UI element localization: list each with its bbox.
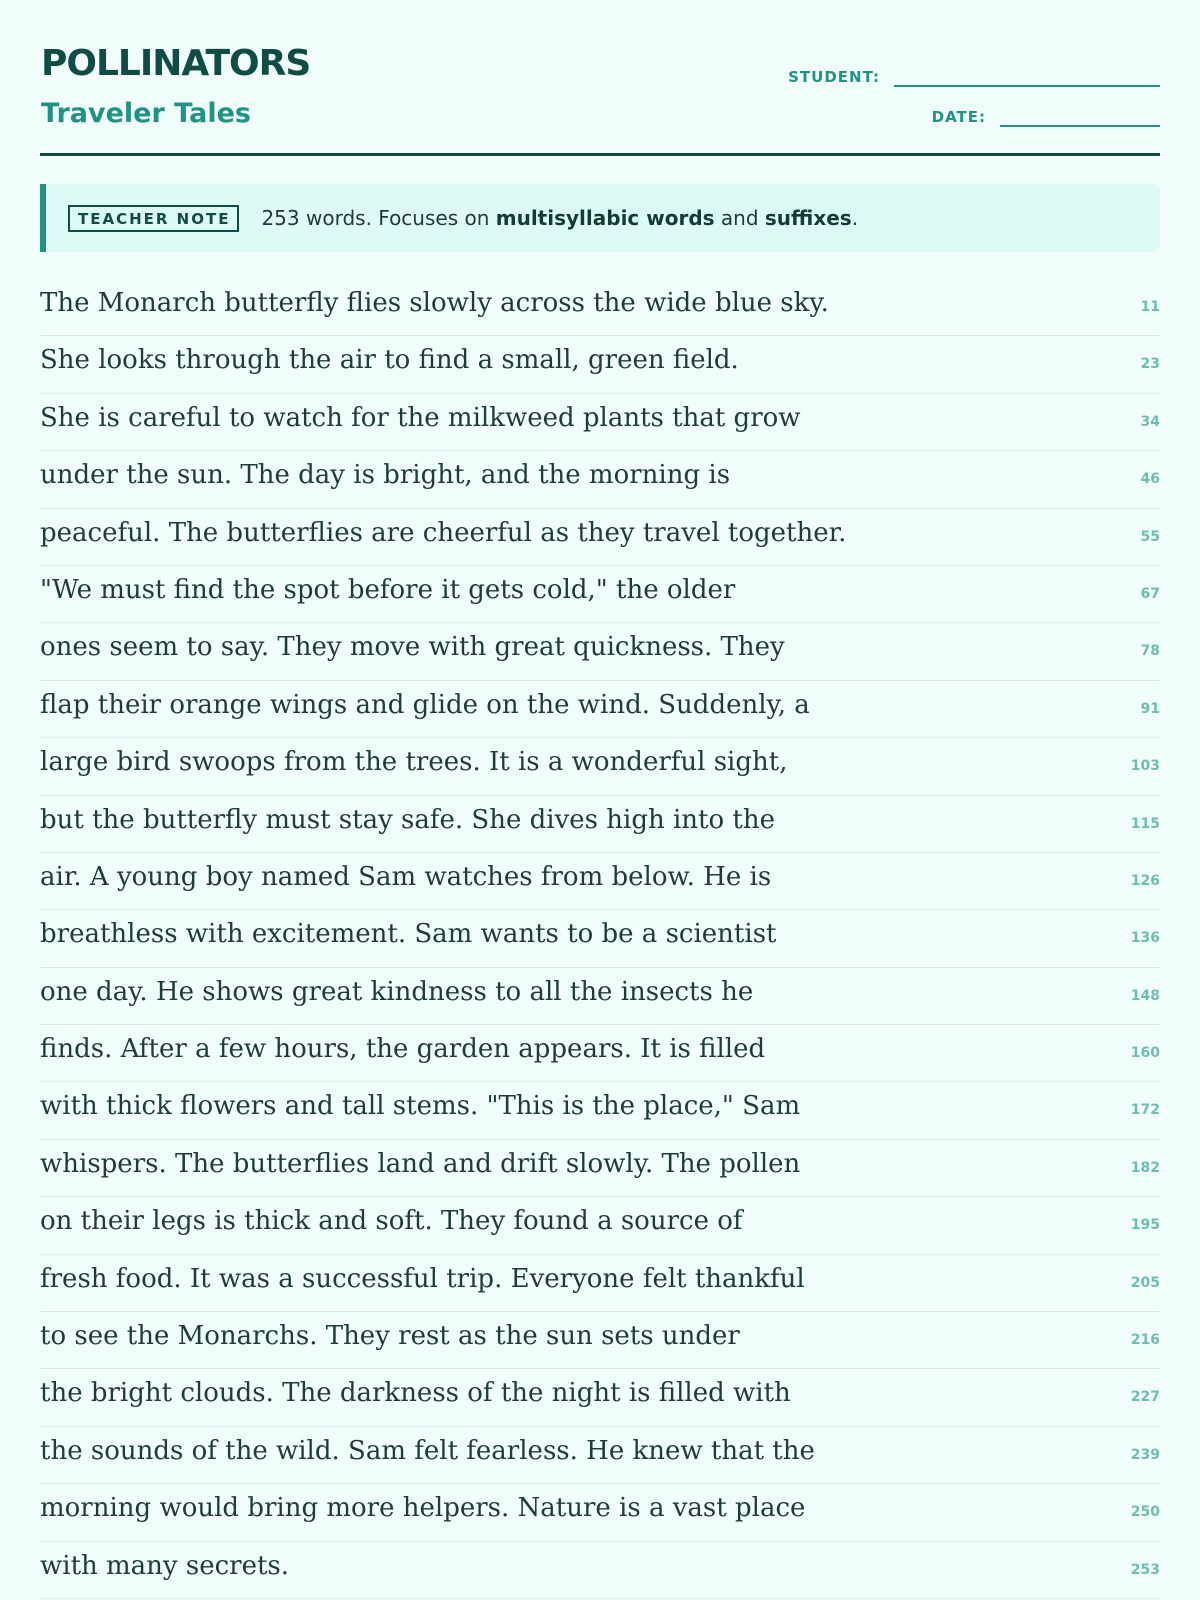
passage-line bbox=[40, 1140, 1160, 1197]
cumulative-word-count: 78 bbox=[1140, 643, 1160, 660]
passage-line-text: morning would bring more helpers. Nature is a vast place bbox=[40, 1493, 806, 1524]
passage-line bbox=[40, 1197, 1160, 1254]
passage-line bbox=[40, 1312, 1160, 1369]
note-text-after: . bbox=[851, 206, 859, 230]
passage-line-text: ones seem to say. They move with great quickness. They bbox=[40, 632, 785, 663]
date-field bbox=[932, 110, 1160, 127]
passage-line bbox=[40, 1484, 1160, 1541]
passage-line bbox=[40, 566, 1160, 623]
passage-line-text: fresh food. It was a successful trip. Everyone felt thankful bbox=[40, 1263, 805, 1294]
page-subtitle: Traveler Tales bbox=[41, 98, 251, 129]
passage-line-text: large bird swoops from the trees. It is a wonderful sight, bbox=[40, 747, 788, 778]
passage-line-text: finds. After a few hours, the garden appears. It is filled bbox=[40, 1034, 766, 1065]
passage-line-text: to see the Monarchs. They rest as the sun sets under bbox=[40, 1321, 740, 1352]
cumulative-word-count: 195 bbox=[1130, 1217, 1160, 1234]
cumulative-word-count: 34 bbox=[1140, 413, 1160, 430]
cumulative-word-count: 172 bbox=[1130, 1102, 1160, 1119]
passage-line-text: breathless with excitement. Sam wants to be a scientist bbox=[40, 919, 777, 950]
cumulative-word-count: 227 bbox=[1130, 1389, 1160, 1406]
reading-passage bbox=[40, 279, 1160, 1599]
worksheet-header bbox=[40, 0, 1160, 156]
cumulative-word-count: 23 bbox=[1140, 356, 1160, 373]
passage-line-text: on their legs is thick and soft. They found a source of bbox=[40, 1206, 743, 1237]
passage-line bbox=[40, 910, 1160, 967]
passage-line-text: the sounds of the wild. Sam felt fearless. He knew that the bbox=[40, 1435, 815, 1466]
passage-line bbox=[40, 1255, 1160, 1312]
passage-line bbox=[40, 853, 1160, 910]
cumulative-word-count: 148 bbox=[1130, 987, 1160, 1004]
cumulative-word-count: 160 bbox=[1130, 1045, 1160, 1062]
passage-line bbox=[40, 1427, 1160, 1484]
cumulative-word-count: 126 bbox=[1130, 872, 1160, 889]
passage-line bbox=[40, 1025, 1160, 1082]
cumulative-word-count: 115 bbox=[1130, 815, 1160, 832]
cumulative-word-count: 182 bbox=[1130, 1159, 1160, 1176]
cumulative-word-count: 250 bbox=[1130, 1504, 1160, 1521]
passage-line bbox=[40, 681, 1160, 738]
passage-line bbox=[40, 1542, 1160, 1599]
passage-line bbox=[40, 1082, 1160, 1139]
passage-line-text: under the sun. The day is bright, and the morning is bbox=[40, 460, 731, 491]
cumulative-word-count: 91 bbox=[1140, 700, 1160, 717]
cumulative-word-count: 216 bbox=[1130, 1332, 1160, 1349]
teacher-note bbox=[40, 184, 1160, 252]
cumulative-word-count: 253 bbox=[1130, 1561, 1160, 1578]
passage-line bbox=[40, 509, 1160, 566]
passage-line bbox=[40, 1369, 1160, 1426]
passage-line bbox=[40, 796, 1160, 853]
passage-line-text: flap their orange wings and glide on the wind. Suddenly, a bbox=[40, 689, 810, 720]
cumulative-word-count: 46 bbox=[1140, 471, 1160, 488]
teacher-note-text bbox=[261, 206, 858, 230]
passage-line-text: peaceful. The butterflies are cheerful as they travel together. bbox=[40, 517, 847, 548]
note-term-multisyllabic: multisyllabic words bbox=[495, 206, 715, 230]
note-text-between: and bbox=[714, 206, 765, 230]
passage-line-text: She looks through the air to find a small, green field. bbox=[40, 345, 739, 376]
passage-line bbox=[40, 968, 1160, 1025]
cumulative-word-count: 205 bbox=[1130, 1274, 1160, 1291]
date-line[interactable] bbox=[1000, 125, 1160, 127]
passage-line-text: She is careful to watch for the milkweed plants that grow bbox=[40, 402, 801, 433]
passage-line bbox=[40, 336, 1160, 393]
student-label: STUDENT: bbox=[788, 68, 880, 86]
passage-line-text: one day. He shows great kindness to all the insects he bbox=[40, 976, 754, 1007]
student-field bbox=[788, 70, 1160, 87]
cumulative-word-count: 67 bbox=[1140, 585, 1160, 602]
passage-line bbox=[40, 394, 1160, 451]
page-title: POLLINATORS bbox=[41, 43, 311, 84]
passage-line-text: "We must find the spot before it gets cold," the older bbox=[40, 574, 736, 605]
cumulative-word-count: 103 bbox=[1130, 758, 1160, 775]
date-label: DATE: bbox=[931, 108, 986, 126]
passage-line-text: with thick flowers and tall stems. "This is the place," Sam bbox=[40, 1091, 801, 1122]
cumulative-word-count: 239 bbox=[1130, 1446, 1160, 1463]
passage-line-text: but the butterfly must stay safe. She dives high into the bbox=[40, 804, 775, 835]
note-term-suffixes: suffixes bbox=[764, 206, 852, 230]
passage-line-text: The Monarch butterfly flies slowly across the wide blue sky. bbox=[40, 288, 829, 318]
cumulative-word-count: 11 bbox=[1140, 299, 1160, 315]
passage-line-text: air. A young boy named Sam watches from below. He is bbox=[40, 861, 772, 892]
passage-line bbox=[40, 623, 1160, 680]
cumulative-word-count: 55 bbox=[1140, 528, 1160, 545]
student-name-line[interactable] bbox=[894, 85, 1160, 87]
cumulative-word-count: 136 bbox=[1130, 930, 1160, 947]
passage-line bbox=[40, 279, 1160, 336]
passage-line-text: with many secrets. bbox=[40, 1550, 290, 1581]
passage-line bbox=[40, 738, 1160, 795]
passage-line-text: the bright clouds. The darkness of the night is filled with bbox=[40, 1378, 791, 1409]
teacher-note-badge: TEACHER NOTE bbox=[68, 205, 239, 232]
passage-line-text: whispers. The butterflies land and drift slowly. The pollen bbox=[40, 1148, 801, 1179]
passage-line bbox=[40, 451, 1160, 508]
note-text-before: 253 words. Focuses on bbox=[261, 206, 496, 230]
